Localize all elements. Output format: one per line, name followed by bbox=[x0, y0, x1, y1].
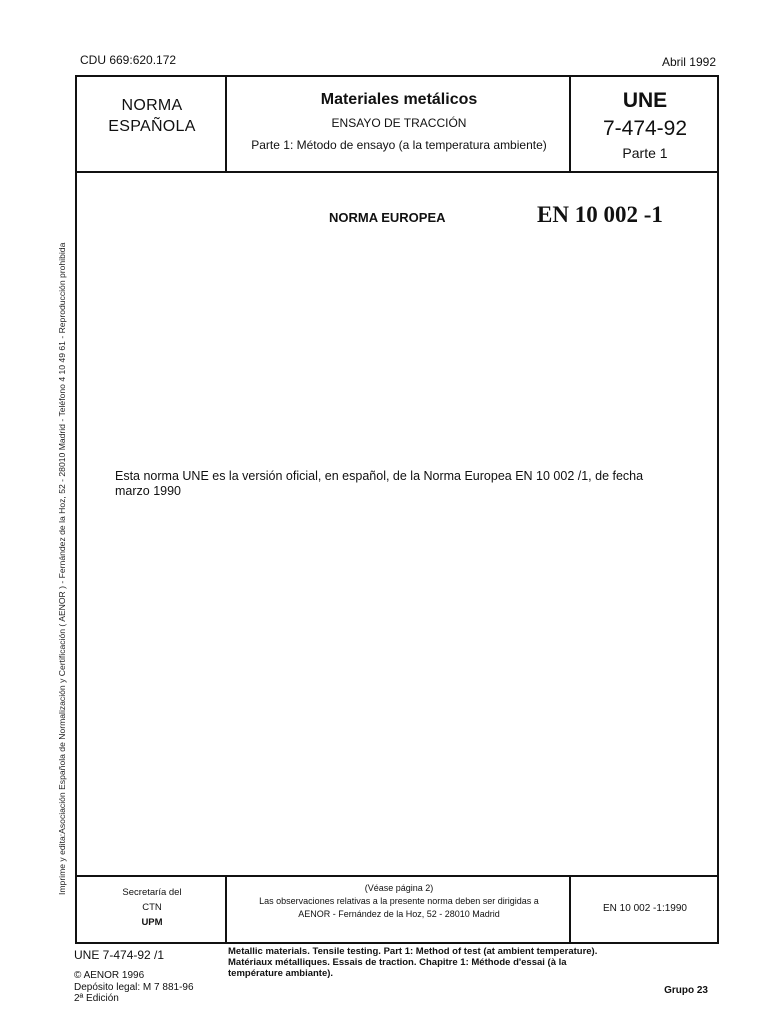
copyright-block bbox=[74, 970, 194, 1005]
intro-text: Esta norma UNE es la versión oficial, en español, de la Norma Europea EN 10 002 /1, de fecha marzo 1990 bbox=[115, 469, 644, 498]
document-subtitle: ENSAYO DE TRACCIÓN bbox=[331, 116, 467, 130]
document-title: Materiales metálicos bbox=[320, 91, 478, 108]
deposito-line: Depósito legal: M 7 881-96 bbox=[74, 981, 194, 993]
copyright-line: © AENOR 1996 bbox=[74, 970, 145, 981]
observations-line: Las observaciones relativas a la presente norma deben ser dirigidas a bbox=[259, 896, 539, 906]
edition-line: 2ª Edición bbox=[74, 993, 119, 1004]
secretaria-line: Secretaría del bbox=[122, 887, 182, 898]
footer-divider bbox=[77, 875, 717, 877]
norma-label: NORMA bbox=[121, 97, 183, 114]
secretaria-block bbox=[77, 885, 227, 930]
une-part: Parte 1 bbox=[622, 145, 668, 161]
une-reference: UNE 7-474-92 /1 bbox=[74, 948, 165, 962]
cdu-code: CDU 669:620.172 bbox=[80, 53, 177, 67]
norma-espanola bbox=[77, 95, 227, 137]
part-title: Parte 1: Método de ensayo (a la temperatura ambiente) bbox=[251, 138, 547, 152]
english-title: Metallic materials. Tensile testing. Part 1: Method of test (at ambient temperature). bbox=[228, 946, 598, 957]
ctn-line: CTN bbox=[142, 902, 162, 913]
en-reference: EN 10 002 -1:1990 bbox=[603, 903, 687, 914]
header-divider bbox=[77, 171, 717, 173]
grupo-label: Grupo 23 bbox=[664, 985, 708, 996]
see-page-note: (Véase página 2) bbox=[364, 883, 434, 893]
publisher-sidebar-text: Imprime y edita:Asociación Española de Normalización y Certificación ( AENOR ) - Fernández de la Hoz, 52 - 28010 Madrid - Teléfono 4 10 49 61 - Reproducción prohibida bbox=[57, 242, 67, 895]
en-code: EN 10 002 -1 bbox=[537, 202, 663, 227]
address-line: AENOR - Fernández de la Hoz, 52 - 28010 Madrid bbox=[298, 909, 500, 919]
upm-line: UPM bbox=[141, 917, 163, 928]
norma-europea-label: NORMA EUROPEA bbox=[329, 210, 446, 225]
standard-frame bbox=[75, 75, 719, 944]
observations-block bbox=[227, 882, 571, 921]
title-translations bbox=[228, 946, 608, 979]
espanola-label: ESPAÑOLA bbox=[108, 118, 196, 135]
une-label: UNE bbox=[622, 89, 668, 112]
une-box bbox=[571, 77, 719, 161]
une-number: 7-474-92 bbox=[602, 117, 688, 140]
french-title: Matériaux métalliques. Essais de traction. Chapitre 1: Méthode d'essai (à la température ambiante). bbox=[228, 957, 567, 979]
title-box bbox=[227, 77, 571, 152]
publication-date: Abril 1992 bbox=[661, 55, 716, 69]
